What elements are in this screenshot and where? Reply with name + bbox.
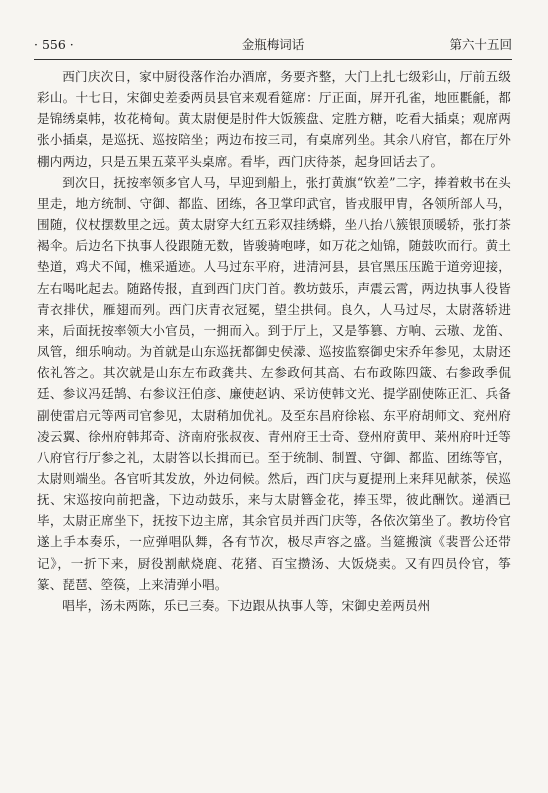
- running-title: 金瓶梅词话: [241, 37, 305, 52]
- header-rule: [34, 59, 512, 60]
- page-number: · 556 ·: [34, 37, 74, 52]
- paragraph: 到次日，抚按率领多官人马，早迎到船上，张打黄旗“钦差”二字，捧着敕书在头里走，地方统制、守御、都监、团练，各卫掌印武官，皆戎服甲胄，各领所部人马，围随，仪杖摆数里之远。黄太尉穿大红五彩双挂绣蟒，坐八抬八簇银顶暖轿，张打茶褐伞。后边名下执事人役跟随无数，皆骏骑咆哮，如万花之灿锦，随鼓吹而行。黄土垫道，鸡犬不闻，樵采遁迹。人马过东平府，进清河县，县官黑压压跪于道旁迎接，左右喝叱起去。随路传报，直到西门庆门首。教坊鼓乐，声震云霄，两边执事人役皆青衣排伏，雁翅而列。西门庆青衣冠冕，望尘拱伺。良久，人马过尽，太尉落轿进来，后面抚按率领大小官员，一拥而入。到于厅上，又是筝篡、方响、云璈、龙笛、凤管，细乐响动。为首就是山东巡抚都御史侯濛、巡按监察御史宋乔年参见，太尉还依礼答之。其次就是山东左布政龚共、左参政何其高、右布政陈四箴、右参政季侃廷、参议冯廷鹄、右参议汪伯彦、廉使赵讷、采访使韩文光、提学副使陈正汇、兵备副使雷启元等两司官参见，太尉稍加优礼。及至东昌府徐崧、东平府胡师文、兖州府凌云翼、徐州府韩邦奇、济南府张叔夜、青州府王士奇、登州府黄甲、莱州府叶迁等八府官行厅参之礼，太尉答以长揖而已。至于统制、制置、守御、都监、团练等官，太尉则端坐。各官听其发放，外边伺候。然后，西门庆与夏提刑上来拜见献茶，侯巡抚、宋巡按向前把盏，下边动鼓乐，来与太尉簪金花，捧玉斝，彼此酬饮。递酒已毕，太尉正席坐下，抚按下边主席，其余官员并西门庆等，各依次第坐了。教坊伶官遂上手本奏乐，一应弹唱队舞，各有节次，极尽声容之盛。当筵搬演《裴晋公还带记》，一折下来，厨役割献烧鹿、花猪、百宝攒汤、大饭烧卖。又有四员伶官，筝篆、琵琶、箜篌，上来清弹小唱。: [37, 174, 511, 592]
- paragraph: 西门庆次日，家中厨役落作治办酒席，务要齐整，大门上扎七级彩山，厅前五级彩山。十七日，宋御史差委两员县官来观看筵席：厅正面，屏开孔雀，地匝氍毹，都是锦绣桌帏，妆花椅甸。黄太尉便是肘件大饭簇盘、定胜方糖，吃看大插桌；观席两张小插桌，是巡抚、巡按陪坐；两边布按三司，有桌席列坐。其余八府官，都在厅外棚内两边，只是五果五菜平头桌席。看毕，西门庆待茶，起身回话去了。: [37, 69, 511, 169]
- paragraph: 唱毕，汤未两陈，乐已三奏。下边跟从执事人等，宋御史差两员州: [62, 597, 431, 613]
- chapter-title: 第六十五回: [449, 37, 512, 52]
- page-body: [37, 66, 511, 793]
- page-header: [34, 34, 512, 56]
